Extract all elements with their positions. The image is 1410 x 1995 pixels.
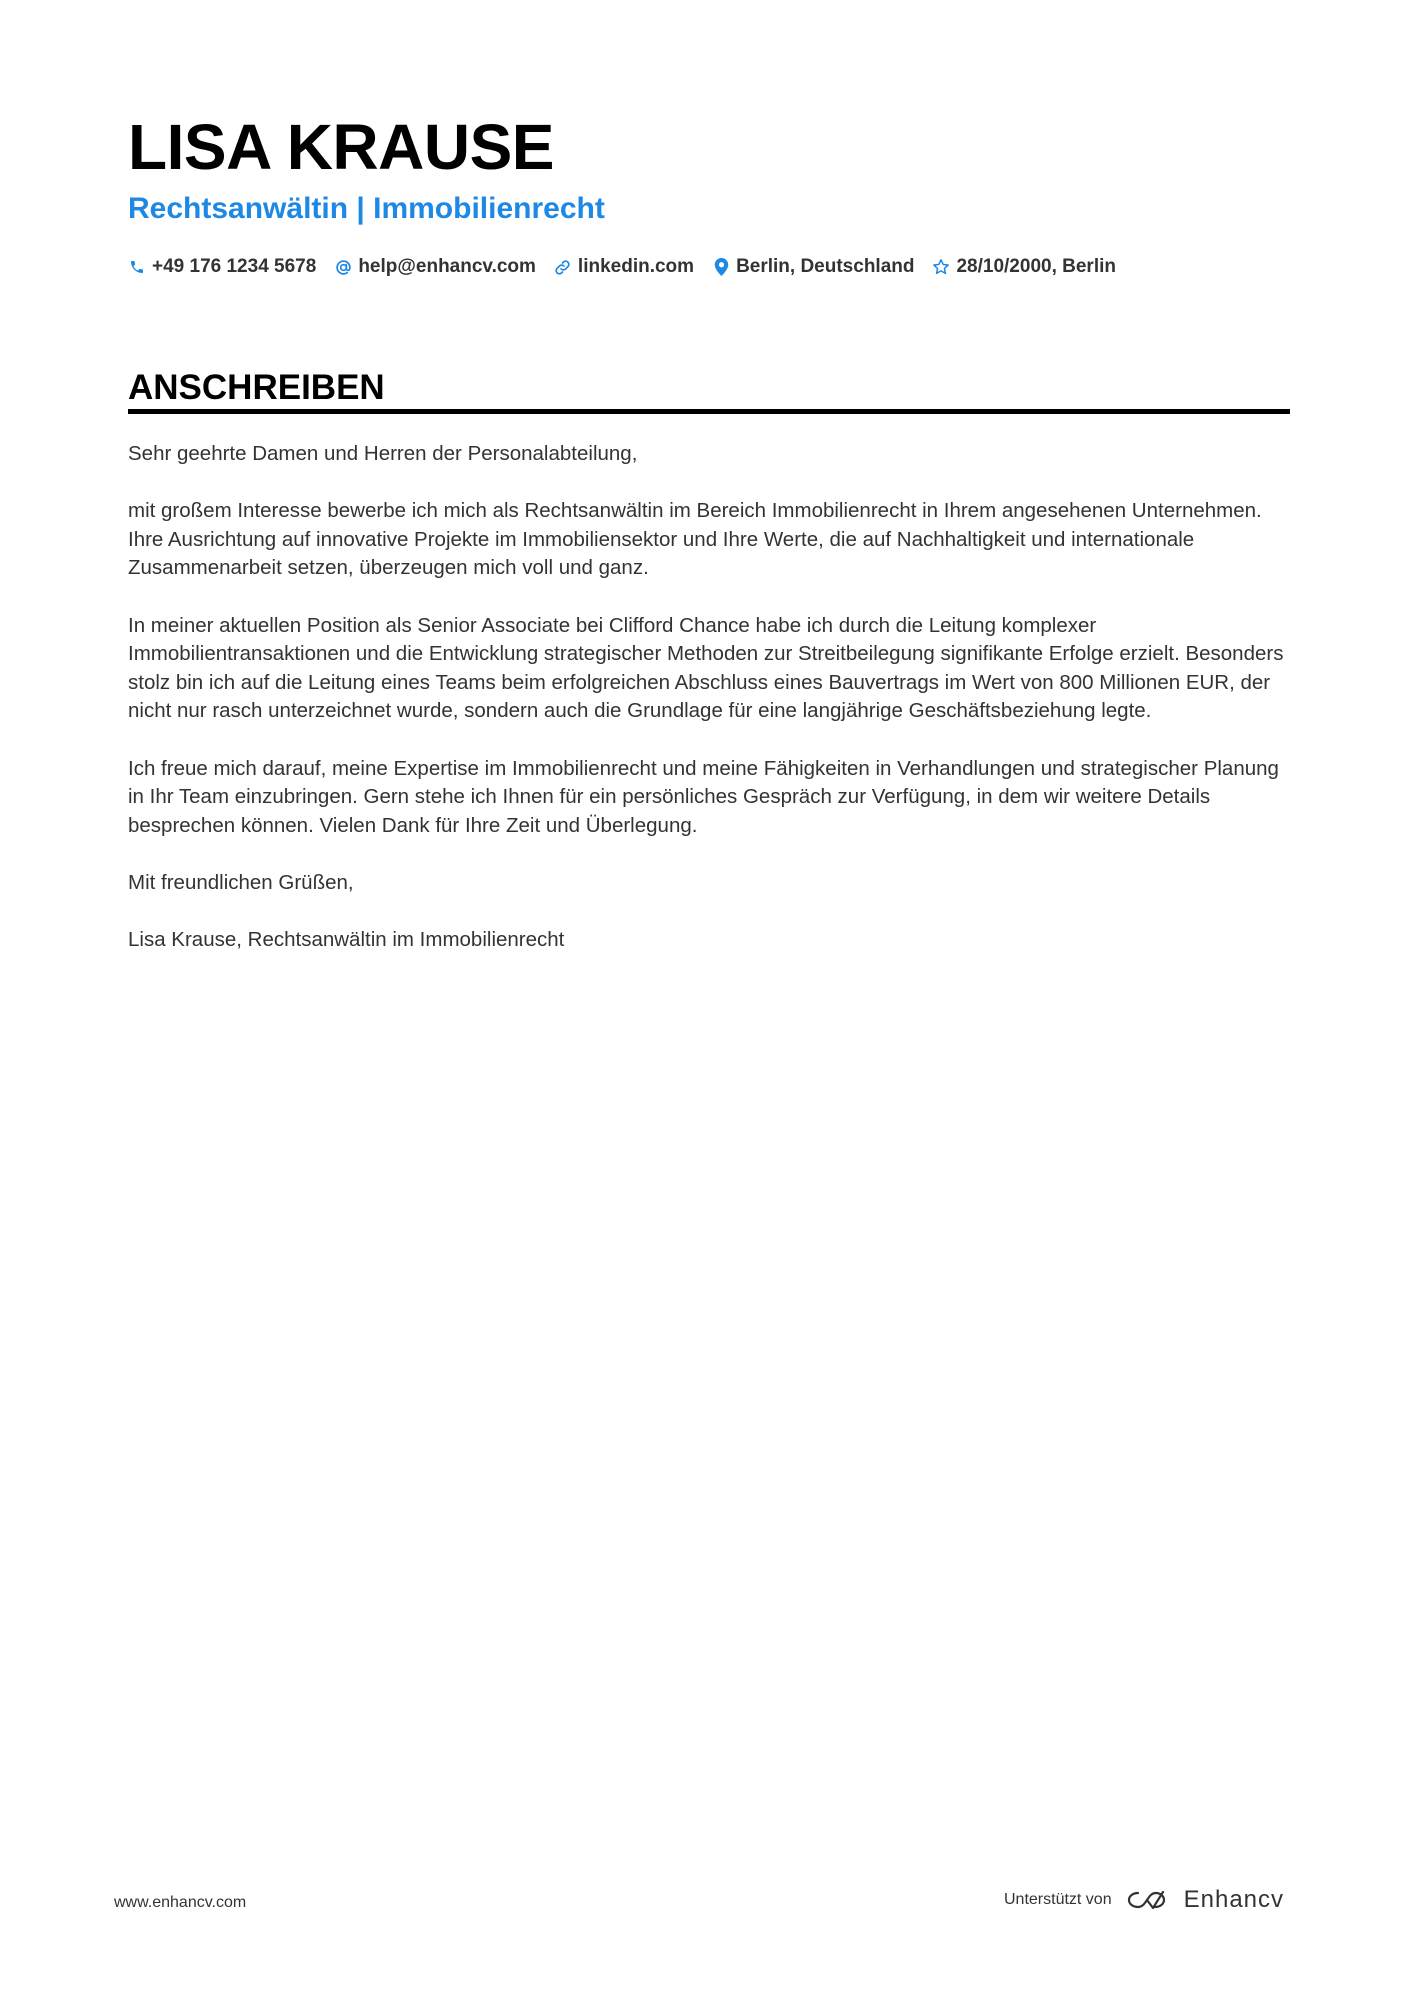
contact-birth [932,256,1116,278]
letter-paragraph: mit großem Interesse bewerbe ich mich als Rechtsanwältin im Bereich Immobilienrecht in Ihrem angesehenen Unternehmen. Ihre Ausrichtung auf innovative Projekte im Immobiliensektor und Ihre Werte, die auf Nachhaltigkeit und internationale Zusammenarbeit setzen, überzeugen mich voll und ganz. [128,499,1262,580]
link-icon [554,258,572,276]
section-title: ANSCHREIBEN [128,368,385,407]
enhancv-logo-icon [1124,1887,1172,1913]
powered-by[interactable] [1004,1886,1284,1914]
contact-linkedin[interactable] [554,256,694,278]
phone-icon [128,258,146,276]
at-icon [334,258,352,276]
contact-email[interactable] [334,256,536,278]
candidate-name: LISA KRAUSE [128,111,554,183]
powered-by-label: Unterstützt von [1004,1891,1112,1908]
section-divider [128,409,1290,414]
letter-body [128,440,1298,983]
contact-bar [128,252,1116,282]
letter-signature: Lisa Krause, Rechtsanwältin im Immobilienrecht [128,928,565,952]
letter-paragraph: In meiner aktuellen Position als Senior Associate bei Clifford Chance habe ich durch die Leitung komplexer Immobilientransaktionen und die Entwicklung strategischer Methoden zur Streitbeilegung signifikante Erfolge erzielt. Besonders stolz bin ich auf die Leitung eines Teams beim erfolgreichen Abschluss eines Bauvertrags im Wert von 800 Millionen EUR, der nicht nur rasch unterzeichnet wurde, sondern auch die Grundlage für eine langjährige Geschäftsbeziehung legte. [128,613,1284,723]
letter-closing: Mit freundlichen Grüßen, [128,870,354,894]
letter-paragraph: Ich freue mich darauf, meine Expertise im Immobilienrecht und meine Fähigkeiten in Verhandlungen und strategischer Planung in Ihr Team einzubringen. Gern stehe ich Ihnen für ein persönliches Gespräch zur Verfügung, in dem wir weitere Details besprechen können. Vielen Dank für Ihre Zeit und Überlegung. [128,756,1279,837]
location-pin-icon [712,258,730,276]
contact-birth-text: 28/10/2000, Berlin [956,256,1116,277]
brand-name: Enhancv [1183,1886,1285,1913]
letter-salutation: Sehr geehrte Damen und Herren der Personalabteilung, [128,442,638,465]
contact-linkedin-text: linkedin.com [577,256,695,277]
candidate-headline: Rechtsanwältin | Immobilienrecht [128,192,605,225]
star-icon [932,258,950,276]
contact-email-text: help@enhancv.com [358,256,536,277]
contact-phone [128,256,316,278]
footer-url[interactable]: www.enhancv.com [114,1894,247,1911]
contact-location [712,256,914,278]
contact-location-text: Berlin, Deutschland [736,256,915,277]
contact-phone-text: +49 176 1234 5678 [152,256,317,277]
